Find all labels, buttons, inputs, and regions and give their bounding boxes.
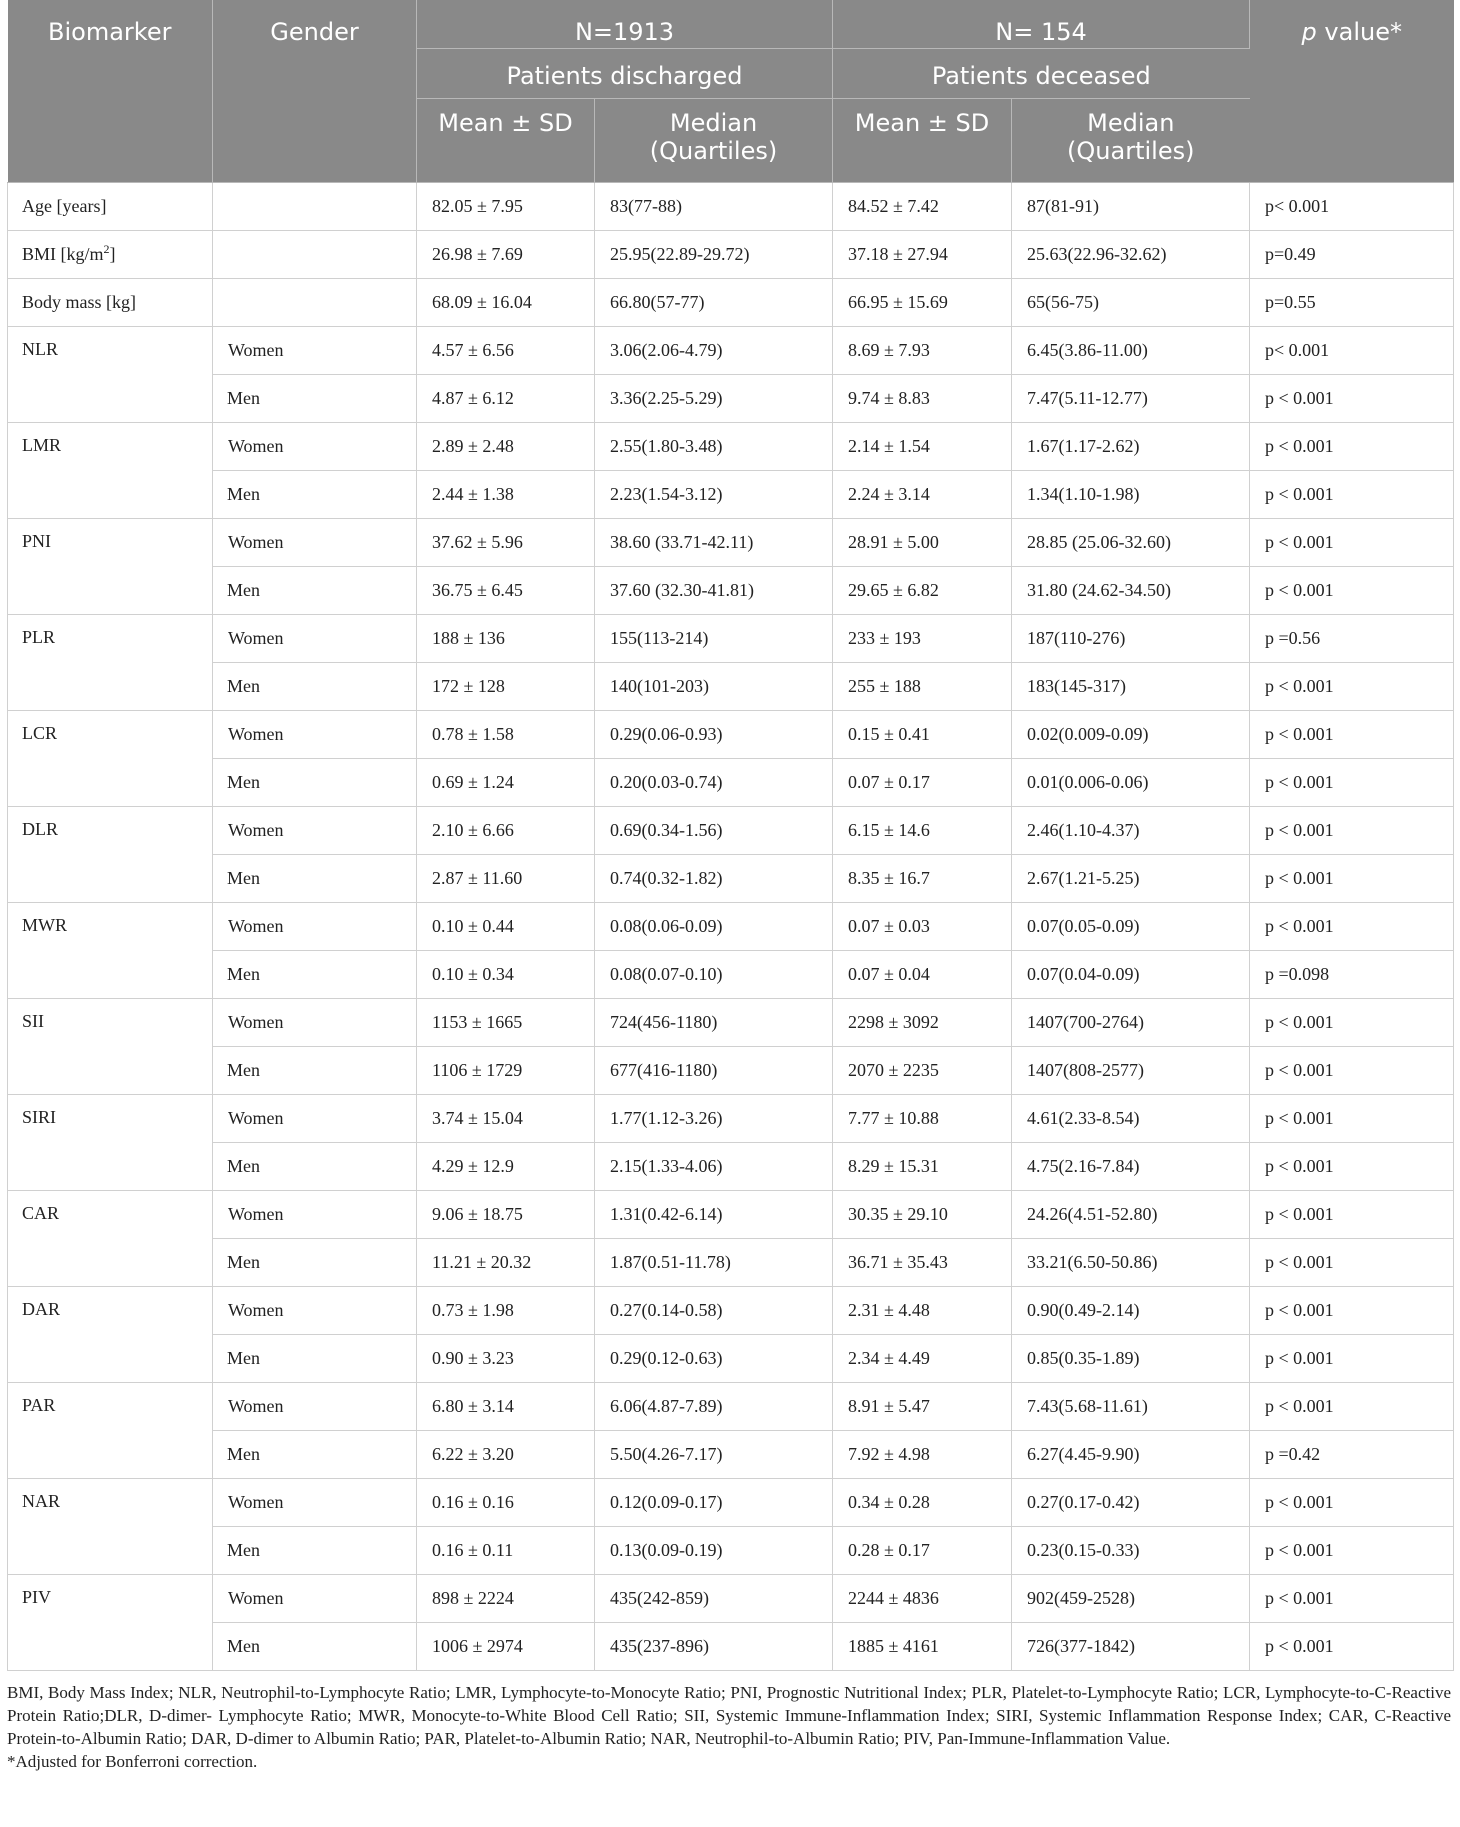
quartiles-label: (Quartiles) bbox=[1067, 136, 1195, 165]
cell-discharged-mean: 0.90 ± 3.23 bbox=[417, 1334, 595, 1382]
cell-gender: Women bbox=[213, 806, 417, 854]
cell-p-value: p < 0.001 bbox=[1250, 710, 1454, 758]
cell-biomarker: NLR bbox=[8, 326, 213, 422]
table-row bbox=[8, 278, 1454, 326]
cell-deceased-median: 0.07(0.05-0.09) bbox=[1012, 902, 1250, 950]
cell-discharged-mean: 4.87 ± 6.12 bbox=[417, 374, 595, 422]
cell-deceased-median: 31.80 (24.62-34.50) bbox=[1012, 566, 1250, 614]
cell-discharged-mean: 26.98 ± 7.69 bbox=[417, 230, 595, 278]
cell-gender: Men bbox=[213, 374, 417, 422]
cell-discharged-median: 0.74(0.32-1.82) bbox=[595, 854, 833, 902]
cell-gender bbox=[213, 182, 417, 230]
cell-gender: Women bbox=[213, 1190, 417, 1238]
footnote-abbreviations: BMI, Body Mass Index; NLR, Neutrophil-to-Lymphocyte Ratio; LMR, Lymphocyte-to-Monocyte Ratio; PNI, Prognostic Nutritional Index; PLR, Platelet-to-Lymphocyte Ratio; LCR, Lymphocyte-to-C-Reactive Protein Ratio;DLR, D-dimer- Lymphocyte Ratio; MWR, Monocyte-to-White Blood Cell Ratio; SII, Systemic Immune-Inflammation Index; SIRI, Systemic Inflammation Response Index; CAR, C-Reactive Protein-to-Albumin Ratio; DAR, D-dimer to Albumin Ratio; PAR, Platelet-to-Albumin Ratio; NAR, Neutrophil-to-Albumin Ratio; PIV, Pan-Immune-Inflammation Value. bbox=[7, 1682, 1451, 1748]
superscript: 2 bbox=[103, 241, 110, 256]
cell-deceased-mean: 2.14 ± 1.54 bbox=[833, 422, 1012, 470]
cell-deceased-mean: 8.69 ± 7.93 bbox=[833, 326, 1012, 374]
biomarker-text: BMI [kg/m bbox=[22, 243, 104, 264]
cell-deceased-mean: 37.18 ± 27.94 bbox=[833, 230, 1012, 278]
table-row bbox=[8, 1526, 1454, 1574]
cell-discharged-median: 435(242-859) bbox=[595, 1574, 833, 1622]
table-row bbox=[8, 470, 1454, 518]
header-discharged-mean: Mean ± SD bbox=[417, 98, 595, 182]
cell-discharged-mean: 2.87 ± 11.60 bbox=[417, 854, 595, 902]
cell-deceased-mean: 36.71 ± 35.43 bbox=[833, 1238, 1012, 1286]
cell-biomarker: PIV bbox=[8, 1574, 213, 1670]
table-container bbox=[7, 0, 1453, 1773]
cell-discharged-mean: 82.05 ± 7.95 bbox=[417, 182, 595, 230]
cell-discharged-median: 0.08(0.07-0.10) bbox=[595, 950, 833, 998]
table-row bbox=[8, 1094, 1454, 1142]
cell-discharged-median: 2.15(1.33-4.06) bbox=[595, 1142, 833, 1190]
cell-gender: Men bbox=[213, 1430, 417, 1478]
header-n-deceased: N= 154 bbox=[833, 0, 1250, 48]
cell-gender: Women bbox=[213, 998, 417, 1046]
cell-deceased-median: 7.43(5.68-11.61) bbox=[1012, 1382, 1250, 1430]
header-discharged-median bbox=[595, 98, 833, 182]
cell-gender: Men bbox=[213, 854, 417, 902]
header-deceased-median bbox=[1012, 98, 1250, 182]
cell-discharged-mean: 6.80 ± 3.14 bbox=[417, 1382, 595, 1430]
table-row bbox=[8, 374, 1454, 422]
cell-gender: Men bbox=[213, 1142, 417, 1190]
cell-deceased-median: 25.63(22.96-32.62) bbox=[1012, 230, 1250, 278]
cell-deceased-mean: 2244 ± 4836 bbox=[833, 1574, 1012, 1622]
cell-p-value: p < 0.001 bbox=[1250, 1190, 1454, 1238]
cell-p-value: p < 0.001 bbox=[1250, 1382, 1454, 1430]
table-body bbox=[8, 182, 1454, 1670]
cell-deceased-mean: 2298 ± 3092 bbox=[833, 998, 1012, 1046]
cell-gender: Women bbox=[213, 710, 417, 758]
cell-gender: Women bbox=[213, 422, 417, 470]
cell-discharged-median: 140(101-203) bbox=[595, 662, 833, 710]
biomarker-text-end: ] bbox=[109, 243, 116, 264]
cell-p-value: p < 0.001 bbox=[1250, 422, 1454, 470]
cell-biomarker: LMR bbox=[8, 422, 213, 518]
cell-biomarker: PLR bbox=[8, 614, 213, 710]
cell-discharged-mean: 2.89 ± 2.48 bbox=[417, 422, 595, 470]
table-row bbox=[8, 998, 1454, 1046]
cell-p-value: p < 0.001 bbox=[1250, 1334, 1454, 1382]
cell-p-value: p < 0.001 bbox=[1250, 758, 1454, 806]
cell-gender: Women bbox=[213, 326, 417, 374]
table-row bbox=[8, 1574, 1454, 1622]
cell-deceased-mean: 9.74 ± 8.83 bbox=[833, 374, 1012, 422]
cell-p-value: p =0.56 bbox=[1250, 614, 1454, 662]
cell-deceased-mean: 8.91 ± 5.47 bbox=[833, 1382, 1012, 1430]
cell-biomarker: DLR bbox=[8, 806, 213, 902]
cell-discharged-mean: 11.21 ± 20.32 bbox=[417, 1238, 595, 1286]
table-row bbox=[8, 518, 1454, 566]
cell-deceased-median: 1407(808-2577) bbox=[1012, 1046, 1250, 1094]
cell-discharged-mean: 4.57 ± 6.56 bbox=[417, 326, 595, 374]
cell-deceased-mean: 66.95 ± 15.69 bbox=[833, 278, 1012, 326]
cell-discharged-median: 6.06(4.87-7.89) bbox=[595, 1382, 833, 1430]
table-row bbox=[8, 1334, 1454, 1382]
table-footnotes bbox=[7, 1681, 1453, 1773]
table-row bbox=[8, 614, 1454, 662]
cell-deceased-mean: 255 ± 188 bbox=[833, 662, 1012, 710]
cell-discharged-median: 0.27(0.14-0.58) bbox=[595, 1286, 833, 1334]
table-row bbox=[8, 806, 1454, 854]
cell-discharged-mean: 0.16 ± 0.11 bbox=[417, 1526, 595, 1574]
cell-discharged-median: 38.60 (33.71-42.11) bbox=[595, 518, 833, 566]
cell-deceased-median: 0.27(0.17-0.42) bbox=[1012, 1478, 1250, 1526]
cell-gender: Women bbox=[213, 1382, 417, 1430]
biomarker-table bbox=[7, 0, 1454, 1671]
cell-biomarker: DAR bbox=[8, 1286, 213, 1382]
cell-deceased-mean: 6.15 ± 14.6 bbox=[833, 806, 1012, 854]
cell-discharged-mean: 1006 ± 2974 bbox=[417, 1622, 595, 1670]
table-row bbox=[8, 1142, 1454, 1190]
cell-discharged-median: 25.95(22.89-29.72) bbox=[595, 230, 833, 278]
cell-gender: Women bbox=[213, 1094, 417, 1142]
cell-deceased-mean: 0.07 ± 0.03 bbox=[833, 902, 1012, 950]
cell-deceased-median: 0.23(0.15-0.33) bbox=[1012, 1526, 1250, 1574]
table-row bbox=[8, 1382, 1454, 1430]
cell-deceased-mean: 1885 ± 4161 bbox=[833, 1622, 1012, 1670]
cell-discharged-mean: 188 ± 136 bbox=[417, 614, 595, 662]
table-row bbox=[8, 1238, 1454, 1286]
cell-gender: Women bbox=[213, 1286, 417, 1334]
cell-deceased-median: 4.75(2.16-7.84) bbox=[1012, 1142, 1250, 1190]
cell-discharged-mean: 0.10 ± 0.44 bbox=[417, 902, 595, 950]
cell-p-value: p =0.42 bbox=[1250, 1430, 1454, 1478]
cell-gender: Men bbox=[213, 566, 417, 614]
cell-gender: Men bbox=[213, 662, 417, 710]
cell-discharged-median: 3.06(2.06-4.79) bbox=[595, 326, 833, 374]
cell-discharged-median: 37.60 (32.30-41.81) bbox=[595, 566, 833, 614]
cell-deceased-median: 187(110-276) bbox=[1012, 614, 1250, 662]
cell-discharged-mean: 172 ± 128 bbox=[417, 662, 595, 710]
cell-deceased-mean: 7.77 ± 10.88 bbox=[833, 1094, 1012, 1142]
table-header bbox=[8, 0, 1454, 182]
cell-discharged-median: 155(113-214) bbox=[595, 614, 833, 662]
header-deceased-mean: Mean ± SD bbox=[833, 98, 1012, 182]
median-label: Median bbox=[669, 108, 758, 137]
cell-deceased-median: 2.67(1.21-5.25) bbox=[1012, 854, 1250, 902]
table-row bbox=[8, 422, 1454, 470]
cell-biomarker: PNI bbox=[8, 518, 213, 614]
cell-p-value: p < 0.001 bbox=[1250, 1238, 1454, 1286]
cell-deceased-median: 902(459-2528) bbox=[1012, 1574, 1250, 1622]
cell-discharged-mean: 0.73 ± 1.98 bbox=[417, 1286, 595, 1334]
cell-deceased-median: 0.07(0.04-0.09) bbox=[1012, 950, 1250, 998]
cell-p-value: p < 0.001 bbox=[1250, 1526, 1454, 1574]
cell-discharged-mean: 0.10 ± 0.34 bbox=[417, 950, 595, 998]
table-row bbox=[8, 710, 1454, 758]
cell-discharged-mean: 1153 ± 1665 bbox=[417, 998, 595, 1046]
cell-biomarker: SIRI bbox=[8, 1094, 213, 1190]
cell-deceased-median: 65(56-75) bbox=[1012, 278, 1250, 326]
cell-discharged-median: 0.08(0.06-0.09) bbox=[595, 902, 833, 950]
cell-discharged-median: 3.36(2.25-5.29) bbox=[595, 374, 833, 422]
cell-biomarker: Age [years] bbox=[8, 182, 213, 230]
cell-deceased-median: 0.02(0.009-0.09) bbox=[1012, 710, 1250, 758]
cell-deceased-median: 24.26(4.51-52.80) bbox=[1012, 1190, 1250, 1238]
cell-biomarker: NAR bbox=[8, 1478, 213, 1574]
table-row bbox=[8, 902, 1454, 950]
cell-deceased-mean: 84.52 ± 7.42 bbox=[833, 182, 1012, 230]
cell-deceased-mean: 2.34 ± 4.49 bbox=[833, 1334, 1012, 1382]
cell-discharged-mean: 3.74 ± 15.04 bbox=[417, 1094, 595, 1142]
cell-p-value: p=0.49 bbox=[1250, 230, 1454, 278]
header-gender: Gender bbox=[213, 0, 417, 182]
cell-gender: Men bbox=[213, 758, 417, 806]
cell-deceased-median: 4.61(2.33-8.54) bbox=[1012, 1094, 1250, 1142]
cell-deceased-mean: 28.91 ± 5.00 bbox=[833, 518, 1012, 566]
table-row bbox=[8, 1190, 1454, 1238]
cell-discharged-median: 0.20(0.03-0.74) bbox=[595, 758, 833, 806]
cell-discharged-median: 83(77-88) bbox=[595, 182, 833, 230]
cell-deceased-median: 1407(700-2764) bbox=[1012, 998, 1250, 1046]
cell-p-value: p=0.55 bbox=[1250, 278, 1454, 326]
cell-gender: Men bbox=[213, 1238, 417, 1286]
table-row bbox=[8, 1622, 1454, 1670]
cell-biomarker: MWR bbox=[8, 902, 213, 998]
cell-deceased-median: 0.90(0.49-2.14) bbox=[1012, 1286, 1250, 1334]
cell-discharged-mean: 0.69 ± 1.24 bbox=[417, 758, 595, 806]
table-row bbox=[8, 854, 1454, 902]
cell-biomarker: Body mass [kg] bbox=[8, 278, 213, 326]
cell-deceased-mean: 0.28 ± 0.17 bbox=[833, 1526, 1012, 1574]
cell-deceased-mean: 8.35 ± 16.7 bbox=[833, 854, 1012, 902]
table-row bbox=[8, 1478, 1454, 1526]
cell-deceased-mean: 8.29 ± 15.31 bbox=[833, 1142, 1012, 1190]
header-group-deceased: Patients deceased bbox=[833, 48, 1250, 98]
cell-p-value: p < 0.001 bbox=[1250, 902, 1454, 950]
cell-p-value: p < 0.001 bbox=[1250, 854, 1454, 902]
table-row bbox=[8, 1286, 1454, 1334]
cell-discharged-median: 1.31(0.42-6.14) bbox=[595, 1190, 833, 1238]
quartiles-label: (Quartiles) bbox=[649, 136, 778, 165]
cell-biomarker: LCR bbox=[8, 710, 213, 806]
cell-discharged-mean: 0.78 ± 1.58 bbox=[417, 710, 595, 758]
cell-gender: Men bbox=[213, 1334, 417, 1382]
cell-discharged-mean: 1106 ± 1729 bbox=[417, 1046, 595, 1094]
cell-p-value: p < 0.001 bbox=[1250, 374, 1454, 422]
cell-deceased-mean: 233 ± 193 bbox=[833, 614, 1012, 662]
cell-discharged-median: 0.29(0.06-0.93) bbox=[595, 710, 833, 758]
cell-discharged-mean: 2.44 ± 1.38 bbox=[417, 470, 595, 518]
cell-discharged-median: 2.23(1.54-3.12) bbox=[595, 470, 833, 518]
cell-deceased-median: 1.67(1.17-2.62) bbox=[1012, 422, 1250, 470]
cell-deceased-median: 183(145-317) bbox=[1012, 662, 1250, 710]
cell-deceased-median: 0.01(0.006-0.06) bbox=[1012, 758, 1250, 806]
cell-deceased-median: 1.34(1.10-1.98) bbox=[1012, 470, 1250, 518]
table-row bbox=[8, 182, 1454, 230]
cell-p-value: p < 0.001 bbox=[1250, 1142, 1454, 1190]
header-p-value bbox=[1250, 0, 1454, 182]
cell-gender: Men bbox=[213, 1622, 417, 1670]
cell-deceased-mean: 30.35 ± 29.10 bbox=[833, 1190, 1012, 1238]
cell-deceased-mean: 0.07 ± 0.04 bbox=[833, 950, 1012, 998]
cell-biomarker: SII bbox=[8, 998, 213, 1094]
cell-p-value: p < 0.001 bbox=[1250, 470, 1454, 518]
cell-discharged-median: 1.87(0.51-11.78) bbox=[595, 1238, 833, 1286]
cell-p-value: p< 0.001 bbox=[1250, 182, 1454, 230]
cell-discharged-mean: 6.22 ± 3.20 bbox=[417, 1430, 595, 1478]
cell-discharged-median: 0.29(0.12-0.63) bbox=[595, 1334, 833, 1382]
cell-discharged-mean: 36.75 ± 6.45 bbox=[417, 566, 595, 614]
cell-biomarker bbox=[8, 230, 213, 278]
cell-discharged-median: 66.80(57-77) bbox=[595, 278, 833, 326]
cell-gender: Men bbox=[213, 950, 417, 998]
header-p-rest: value* bbox=[1316, 18, 1402, 46]
footnote-bonferroni: *Adjusted for Bonferroni correction. bbox=[7, 1751, 258, 1771]
cell-deceased-mean: 2070 ± 2235 bbox=[833, 1046, 1012, 1094]
cell-p-value: p < 0.001 bbox=[1250, 1478, 1454, 1526]
cell-p-value: p < 0.001 bbox=[1250, 1286, 1454, 1334]
cell-deceased-mean: 2.24 ± 3.14 bbox=[833, 470, 1012, 518]
table-row bbox=[8, 758, 1454, 806]
cell-gender: Women bbox=[213, 1574, 417, 1622]
cell-deceased-mean: 29.65 ± 6.82 bbox=[833, 566, 1012, 614]
cell-p-value: p < 0.001 bbox=[1250, 806, 1454, 854]
cell-deceased-median: 6.27(4.45-9.90) bbox=[1012, 1430, 1250, 1478]
table-row bbox=[8, 326, 1454, 374]
cell-p-value: p < 0.001 bbox=[1250, 518, 1454, 566]
table-row bbox=[8, 1046, 1454, 1094]
cell-discharged-median: 435(237-896) bbox=[595, 1622, 833, 1670]
cell-gender: Women bbox=[213, 902, 417, 950]
cell-discharged-mean: 4.29 ± 12.9 bbox=[417, 1142, 595, 1190]
cell-gender bbox=[213, 230, 417, 278]
table-row bbox=[8, 662, 1454, 710]
cell-gender: Women bbox=[213, 1478, 417, 1526]
cell-gender: Men bbox=[213, 1046, 417, 1094]
cell-biomarker: PAR bbox=[8, 1382, 213, 1478]
cell-deceased-median: 2.46(1.10-4.37) bbox=[1012, 806, 1250, 854]
cell-gender: Men bbox=[213, 470, 417, 518]
cell-discharged-median: 1.77(1.12-3.26) bbox=[595, 1094, 833, 1142]
cell-p-value: p < 0.001 bbox=[1250, 566, 1454, 614]
cell-deceased-mean: 0.15 ± 0.41 bbox=[833, 710, 1012, 758]
header-group-discharged: Patients discharged bbox=[417, 48, 833, 98]
cell-p-value: p < 0.001 bbox=[1250, 1622, 1454, 1670]
header-biomarker: Biomarker bbox=[8, 0, 213, 182]
cell-discharged-mean: 2.10 ± 6.66 bbox=[417, 806, 595, 854]
cell-discharged-median: 0.12(0.09-0.17) bbox=[595, 1478, 833, 1526]
cell-deceased-median: 726(377-1842) bbox=[1012, 1622, 1250, 1670]
cell-discharged-mean: 898 ± 2224 bbox=[417, 1574, 595, 1622]
cell-gender: Men bbox=[213, 1526, 417, 1574]
cell-deceased-median: 28.85 (25.06-32.60) bbox=[1012, 518, 1250, 566]
cell-p-value: p < 0.001 bbox=[1250, 1046, 1454, 1094]
cell-discharged-mean: 37.62 ± 5.96 bbox=[417, 518, 595, 566]
cell-deceased-median: 0.85(0.35-1.89) bbox=[1012, 1334, 1250, 1382]
cell-discharged-median: 677(416-1180) bbox=[595, 1046, 833, 1094]
cell-deceased-median: 6.45(3.86-11.00) bbox=[1012, 326, 1250, 374]
cell-deceased-median: 33.21(6.50-50.86) bbox=[1012, 1238, 1250, 1286]
cell-deceased-median: 87(81-91) bbox=[1012, 182, 1250, 230]
cell-p-value: p < 0.001 bbox=[1250, 662, 1454, 710]
cell-deceased-mean: 0.34 ± 0.28 bbox=[833, 1478, 1012, 1526]
cell-deceased-mean: 2.31 ± 4.48 bbox=[833, 1286, 1012, 1334]
cell-deceased-mean: 7.92 ± 4.98 bbox=[833, 1430, 1012, 1478]
table-row bbox=[8, 230, 1454, 278]
cell-discharged-mean: 9.06 ± 18.75 bbox=[417, 1190, 595, 1238]
cell-gender: Women bbox=[213, 518, 417, 566]
cell-biomarker: CAR bbox=[8, 1190, 213, 1286]
cell-deceased-mean: 0.07 ± 0.17 bbox=[833, 758, 1012, 806]
cell-discharged-median: 724(456-1180) bbox=[595, 998, 833, 1046]
cell-deceased-median: 7.47(5.11-12.77) bbox=[1012, 374, 1250, 422]
median-label: Median bbox=[1087, 108, 1175, 137]
cell-gender: Women bbox=[213, 614, 417, 662]
cell-discharged-mean: 0.16 ± 0.16 bbox=[417, 1478, 595, 1526]
cell-p-value: p< 0.001 bbox=[1250, 326, 1454, 374]
header-p-letter: p bbox=[1301, 18, 1317, 46]
cell-discharged-mean: 68.09 ± 16.04 bbox=[417, 278, 595, 326]
header-n-discharged: N=1913 bbox=[417, 0, 833, 48]
cell-p-value: p =0.098 bbox=[1250, 950, 1454, 998]
cell-gender bbox=[213, 278, 417, 326]
cell-discharged-median: 0.13(0.09-0.19) bbox=[595, 1526, 833, 1574]
table-row bbox=[8, 566, 1454, 614]
table-row bbox=[8, 1430, 1454, 1478]
cell-discharged-median: 5.50(4.26-7.17) bbox=[595, 1430, 833, 1478]
cell-p-value: p < 0.001 bbox=[1250, 1574, 1454, 1622]
table-row bbox=[8, 950, 1454, 998]
cell-discharged-median: 2.55(1.80-3.48) bbox=[595, 422, 833, 470]
cell-discharged-median: 0.69(0.34-1.56) bbox=[595, 806, 833, 854]
cell-p-value: p < 0.001 bbox=[1250, 1094, 1454, 1142]
cell-p-value: p < 0.001 bbox=[1250, 998, 1454, 1046]
